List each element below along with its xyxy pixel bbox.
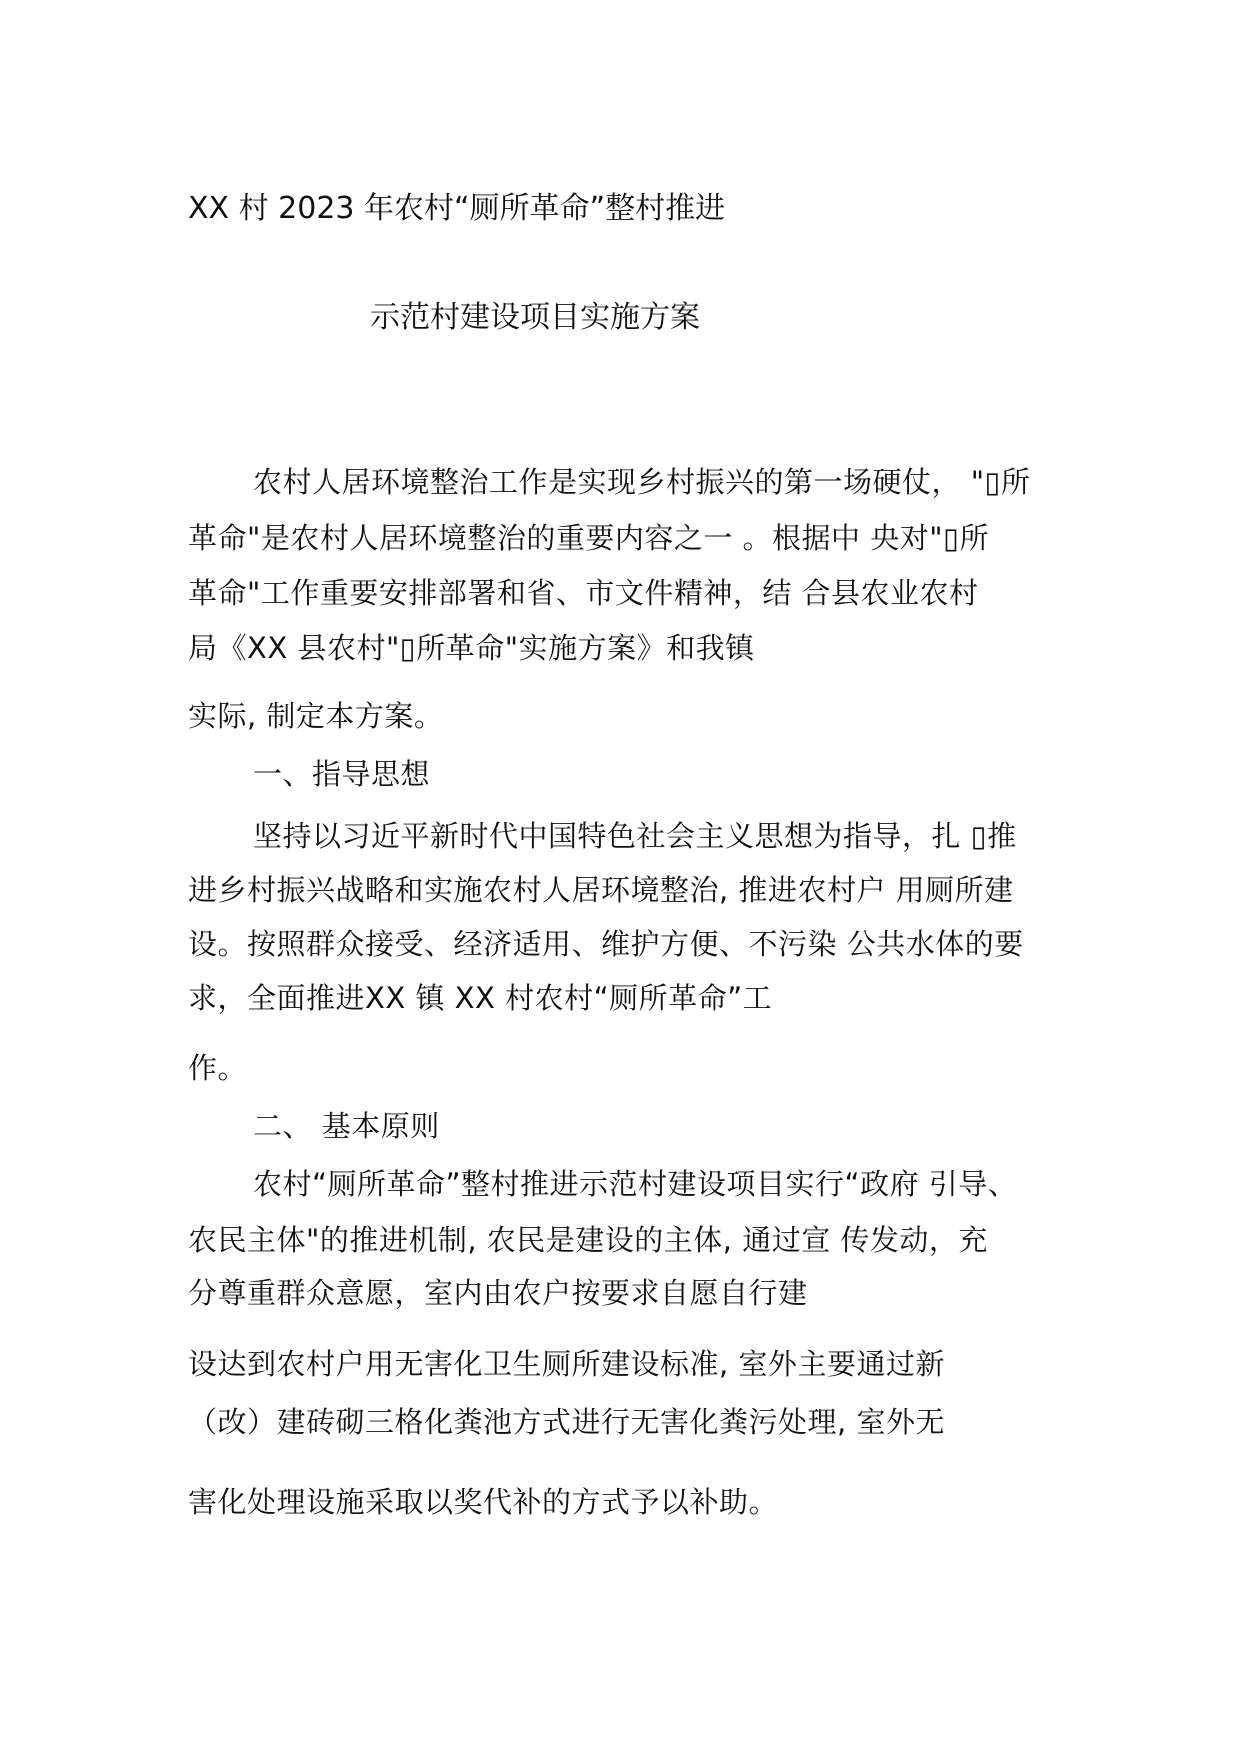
section2-line-6: 害化处理设施采取以奖代补的方式予以补助。 (188, 1485, 779, 1519)
section1-line-2: 进乡村振兴战略和实施农村人居环境整治, 推进农村户 用厕所建 (188, 873, 1014, 907)
intro-line-4: 局《XX 县农村"▯所革命"实施方案》和我镇 (188, 631, 755, 665)
section2-line-4: 设达到农村户用无害化卫生厕所建设标准, 室外主要通过新 (188, 1347, 945, 1381)
section2-line-5: （改）建砖砌三格化粪池方式进行无害化粪污处理, 室外无 (188, 1405, 945, 1439)
section-heading-1: 一、指导思想 (253, 757, 431, 791)
section1-line-1: 坚持以习近平新时代中国特色社会主义思想为指导，扎 ▯推 (253, 819, 1017, 853)
section2-line-2: 农民主体"的推进机制, 农民是建设的主体, 通过宣 传发动，充 (188, 1223, 988, 1257)
intro-line-3: 革命"工作重要安排部署和省、市文件精神，结 合县农业农村 (188, 576, 979, 610)
title-line-1: XX 村 2023 年农村“厕所革命”整村推进 (188, 191, 726, 226)
intro-line-5: 实际, 制定本方案。 (188, 699, 444, 733)
section1-line-3: 设。按照群众接受、经济适用、维护方便、不污染 公共水体的要 (188, 927, 1024, 961)
section1-line-4: 求，全面推进XX 镇 XX 村农村“厕所革命”工 (188, 981, 773, 1015)
section1-line-5: 作。 (188, 1051, 248, 1085)
section2-line-1: 农村“厕所革命”整村推进示范村建设项目实行“政府 引导、 (253, 1167, 1018, 1201)
intro-line-1: 农村人居环境整治工作是实现乡村振兴的第一场硬仗， "▯所 (253, 465, 1031, 499)
section2-line-3: 分尊重群众意愿，室内由农户按要求自愿自行建 (188, 1276, 808, 1310)
title-line-2: 示范村建设项目实施方案 (370, 300, 700, 335)
intro-line-2: 革命"是农村人居环境整治的重要内容之一 。根据中 央对"▯所 (188, 521, 990, 555)
section-heading-2: 二、 基本原则 (253, 1109, 440, 1143)
